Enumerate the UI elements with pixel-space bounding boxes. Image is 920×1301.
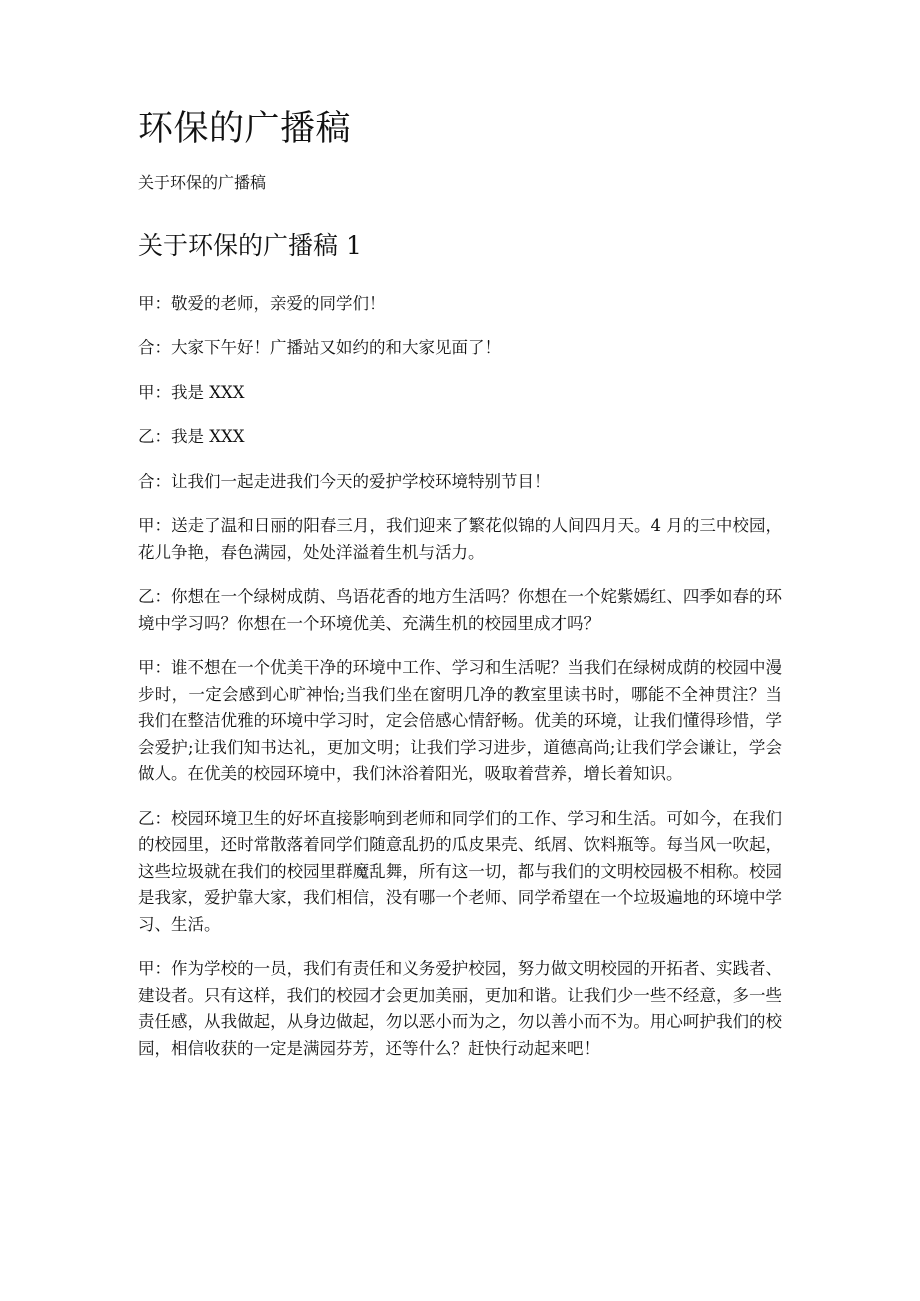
paragraph: 合：让我们一起走进我们今天的爱护学校环境特别节目！ [138, 471, 551, 491]
paragraph: 甲：送走了温和日丽的阳春三月，我们迎来了繁花似锦的人间四月天。4 月的三中校园，花儿争艳，春色满园，处处洋溢着生机与活力。 [138, 516, 782, 562]
paragraph: 甲：我是 XXX [138, 382, 245, 402]
paragraph: 甲：谁不想在一个优美干净的环境中工作、学习和生活呢？当我们在绿树成荫的校园中漫步时，一定会感到心旷神怡;当我们坐在窗明几净的教室里读书时，哪能不全神贯注？当我们在整洁优雅的环境中学习时，定会倍感心情舒畅。优美的环境，让我们懂得珍惜，学会爱护;让我们知书达礼，更加文明；让我们学习进步，道德高尚;让我们学会谦让，学会做人。在优美的校园环境中，我们沐浴着阳光，吸取着营养，增长着知识。 [138, 658, 782, 784]
paragraph: 合：大家下午好！广播站又如约的和大家见面了！ [138, 338, 501, 358]
paragraph: 乙：校园环境卫生的好坏直接影响到老师和同学们的工作、学习和生活。可如今，在我们的校园里，还时常散落着同学们随意乱扔的瓜皮果壳、纸屑、饮料瓶等。每当风一吹起，这些垃圾就在我们的校园里群魔乱舞，所有这一切，都与我们的文明校园极不相称。校园是我家，爱护靠大家，我们相信，没有哪一个老师、同学希望在一个垃圾遍地的环境中学习、生活。 [138, 808, 782, 934]
paragraph: 甲：敬爱的老师，亲爱的同学们！ [138, 293, 386, 313]
section-heading: 关于环保的广播稿 1 [138, 231, 362, 261]
paragraph: 乙：你想在一个绿树成荫、鸟语花香的地方生活吗？你想在一个姹紫嫣红、四季如春的环境中学习吗？你想在一个环境优美、充满生机的校园里成才吗？ [138, 587, 782, 633]
document-page [138, 108, 782, 1080]
paragraph: 乙：我是 XXX [138, 427, 245, 447]
paragraph: 甲：作为学校的一员，我们有责任和义务爱护校园，努力做文明校园的开拓者、实践者、建设者。只有这样，我们的校园才会更加美丽，更加和谐。让我们少一些不经意，多一些责任感，从我做起，从身边做起，勿以恶小而为之，勿以善小而不为。用心呵护我们的校园，相信收获的一定是满园芬芳，还等什么？赶快行动起来吧！ [138, 959, 782, 1058]
document-title: 环保的广播稿 [138, 109, 352, 149]
document-subtitle: 关于环保的广播稿 [138, 173, 267, 192]
